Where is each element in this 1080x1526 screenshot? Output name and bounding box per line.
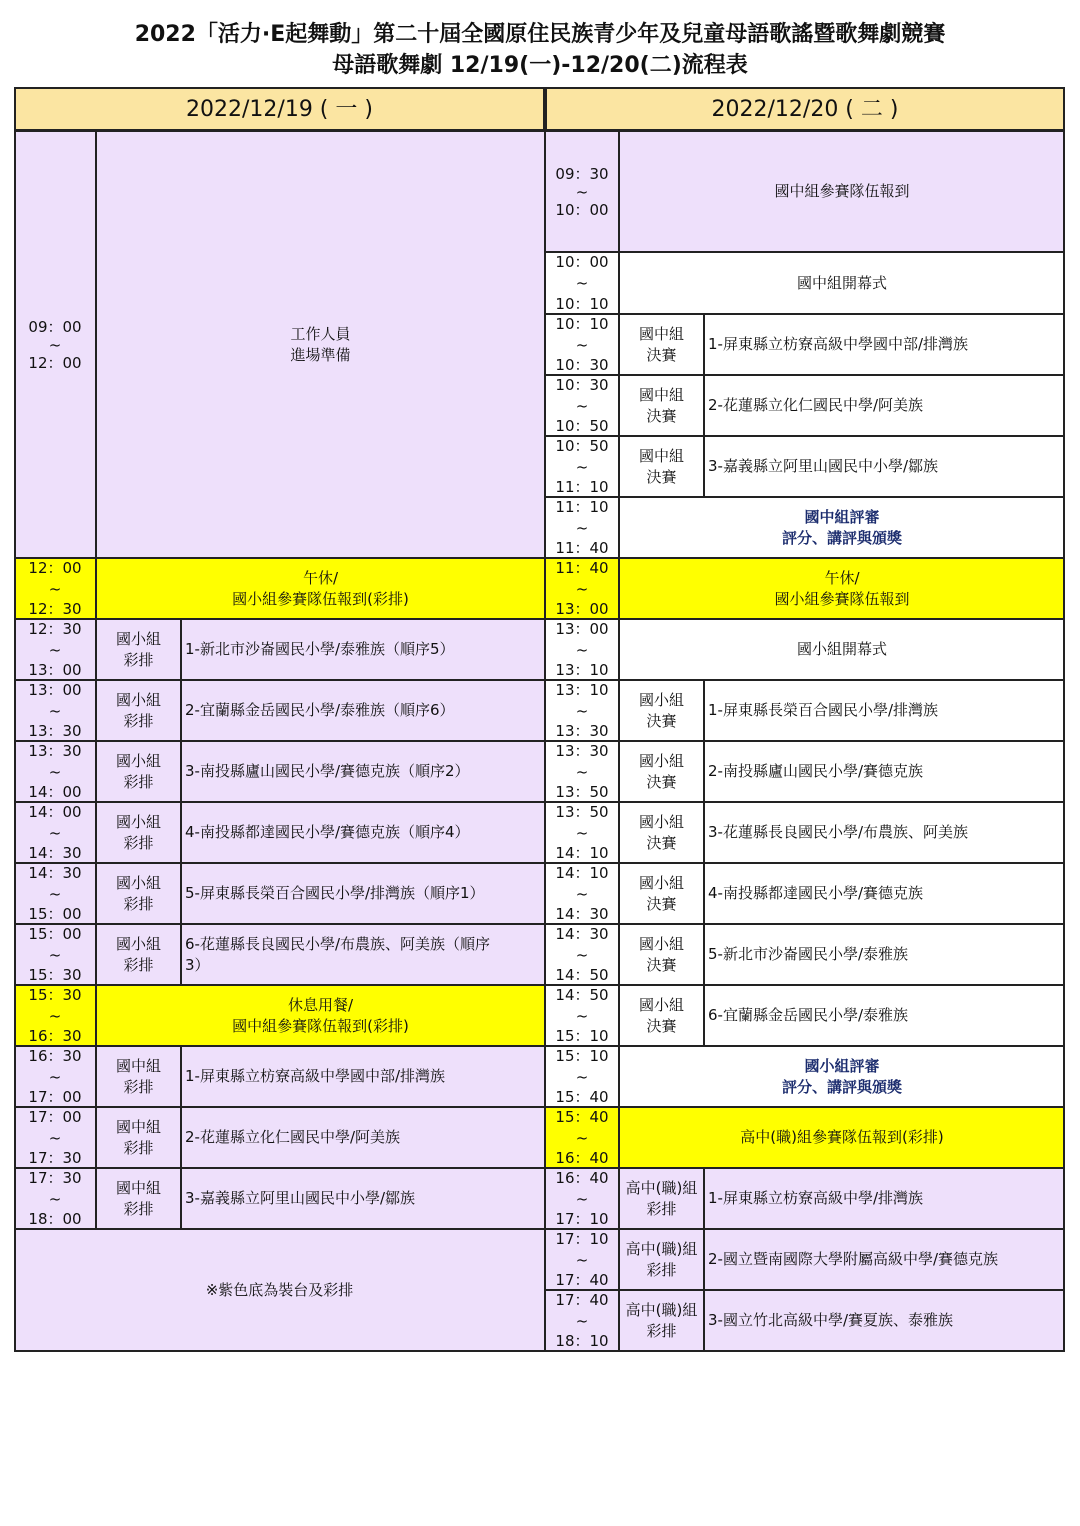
day2-row-category: 高中(職)組 彩排 (619, 1168, 704, 1229)
day1-row-category: 國中組 彩排 (96, 1046, 181, 1107)
time-start: 14：30 (555, 925, 609, 943)
time-end: 15：40 (555, 1088, 609, 1106)
day1-header: 2022/12/19 ( 一 ) (14, 87, 545, 131)
day1-row-time (14, 802, 96, 863)
day1-row-time (14, 741, 96, 802)
time-start: 14：00 (28, 803, 82, 821)
time-end: 14：30 (28, 844, 82, 862)
time-start: 09：30 (555, 164, 609, 183)
time-end: 11：40 (555, 539, 609, 557)
day2-row-description: 1-屏東縣立枋寮高級中學國中部/排灣族 (704, 314, 1065, 375)
day1-dinner-text: 休息用餐/ 國中組參賽隊伍報到(彩排) (96, 985, 545, 1046)
time-start: 13：30 (555, 742, 609, 760)
time-start: 13：00 (28, 681, 82, 699)
day1-prep-time (14, 131, 96, 558)
time-sep: ~ (575, 182, 589, 201)
day2-row-time (545, 436, 619, 497)
time-sep: ~ (575, 1311, 589, 1330)
time-end: 10：30 (555, 356, 609, 374)
day1-row-category: 國小組 彩排 (96, 680, 181, 741)
time-sep: ~ (575, 579, 589, 598)
day2-row-time (545, 497, 619, 558)
time-start: 14：30 (28, 864, 82, 882)
time-start: 12：30 (28, 620, 82, 638)
time-sep: ~ (575, 823, 589, 842)
day2-row-time (545, 1168, 619, 1229)
time-end: 12：00 (28, 353, 82, 372)
time-sep: ~ (48, 884, 62, 903)
day2-row-text: 國中組開幕式 (619, 252, 1065, 314)
time-end: 13：30 (28, 722, 82, 740)
time-sep: ~ (575, 1250, 589, 1269)
day1-dinner-time (14, 985, 96, 1046)
time-sep: ~ (575, 884, 589, 903)
day2-row-category: 國中組 決賽 (619, 436, 704, 497)
time-sep: ~ (575, 1128, 589, 1147)
time-sep: ~ (575, 457, 589, 476)
day1-lunch-time (14, 558, 96, 619)
time-start: 13：50 (555, 803, 609, 821)
day2-row-time (545, 1046, 619, 1107)
day2-row-time (545, 252, 619, 314)
day2-row-category: 國小組 決賽 (619, 802, 704, 863)
day2-row-description: 6-宜蘭縣金岳國民小學/泰雅族 (704, 985, 1065, 1046)
day1-row-time (14, 680, 96, 741)
time-end: 18：00 (28, 1210, 82, 1228)
day2-row-time (545, 741, 619, 802)
time-sep: ~ (48, 1189, 62, 1208)
day1-row-time (14, 619, 96, 680)
time-start: 15：10 (555, 1047, 609, 1065)
time-end: 13：00 (28, 661, 82, 679)
day1-lunch-text: 午休/ 國小組參賽隊伍報到(彩排) (96, 558, 545, 619)
day2-row-text: 國中組評審 評分、講評與頒獎 (619, 497, 1065, 558)
day2-row-time (545, 863, 619, 924)
day2-row-time (545, 985, 619, 1046)
time-start: 13：10 (555, 681, 609, 699)
time-end: 14：00 (28, 783, 82, 801)
time-start: 17：00 (28, 1108, 82, 1126)
time-end: 16：40 (555, 1149, 609, 1167)
day2-row-description: 1-屏東縣長榮百合國民小學/排灣族 (704, 680, 1065, 741)
time-sep: ~ (575, 640, 589, 659)
legend-note: ※紫色底為裝台及彩排 (14, 1229, 545, 1352)
day1-row-description: 1-屏東縣立枋寮高級中學國中部/排灣族 (181, 1046, 545, 1107)
time-start: 14：50 (555, 986, 609, 1004)
day1-row-category: 國小組 彩排 (96, 619, 181, 680)
time-sep: ~ (48, 701, 62, 720)
time-start: 10：50 (555, 437, 609, 455)
day2-row-time (545, 1107, 619, 1168)
time-sep: ~ (48, 823, 62, 842)
day2-row-description: 2-國立暨南國際大學附屬高級中學/賽德克族 (704, 1229, 1065, 1290)
time-sep: ~ (575, 762, 589, 781)
day1-row-time (14, 1168, 96, 1229)
time-sep: ~ (575, 335, 589, 354)
time-end: 10：00 (555, 200, 609, 219)
day2-row-description: 3-花蓮縣長良國民小學/布農族、阿美族 (704, 802, 1065, 863)
day2-row-description: 2-花蓮縣立化仁國民中學/阿美族 (704, 375, 1065, 436)
day2-row-text: 國小組評審 評分、講評與頒獎 (619, 1046, 1065, 1107)
time-end: 14：10 (555, 844, 609, 862)
day2-row-category: 國中組 決賽 (619, 375, 704, 436)
time-end: 13：30 (555, 722, 609, 740)
day2-row-category: 國中組 決賽 (619, 314, 704, 375)
time-start: 17：30 (28, 1169, 82, 1187)
time-sep: ~ (575, 274, 589, 292)
day2-row-time (545, 375, 619, 436)
day1-row-description: 4-南投縣都達國民小學/賽德克族（順序4） (181, 802, 545, 863)
time-start: 10：30 (555, 376, 609, 394)
day2-row-time (545, 314, 619, 375)
time-start: 16：40 (555, 1169, 609, 1187)
day2-row-category: 國小組 決賽 (619, 924, 704, 985)
time-start: 12：00 (28, 559, 82, 577)
time-end: 11：10 (555, 478, 609, 496)
time-sep: ~ (48, 1128, 62, 1147)
day1-row-description: 3-南投縣廬山國民小學/賽德克族（順序2） (181, 741, 545, 802)
time-sep: ~ (48, 762, 62, 781)
day2-header: 2022/12/20 ( 二 ) (545, 87, 1065, 131)
day1-row-description: 1-新北市沙崙國民小學/泰雅族（順序5） (181, 619, 545, 680)
day1-row-description: 2-宜蘭縣金岳國民小學/泰雅族（順序6） (181, 680, 545, 741)
time-sep: ~ (575, 1006, 589, 1025)
time-end: 17：30 (28, 1149, 82, 1167)
day1-row-description: 6-花蓮縣長良國民小學/布農族、阿美族（順序 3） (181, 924, 545, 985)
time-start: 11：10 (555, 498, 609, 516)
time-sep: ~ (48, 1067, 62, 1086)
day2-row-time (545, 558, 619, 619)
time-sep: ~ (575, 701, 589, 720)
day2-row-description: 2-南投縣廬山國民小學/賽德克族 (704, 741, 1065, 802)
time-start: 13：30 (28, 742, 82, 760)
time-start: 17：10 (555, 1230, 609, 1248)
day2-row-category: 國小組 決賽 (619, 741, 704, 802)
time-start: 09：00 (28, 317, 82, 336)
time-sep: ~ (575, 396, 589, 415)
time-sep: ~ (48, 579, 62, 598)
time-end: 14：30 (555, 905, 609, 923)
time-start: 13：00 (555, 620, 609, 638)
day2-row-description: 1-屏東縣立枋寮高級中學/排灣族 (704, 1168, 1065, 1229)
time-end: 17：00 (28, 1088, 82, 1106)
time-end: 15：10 (555, 1027, 609, 1045)
document-title: 2022「活力·E起舞動」第二十屆全國原住民族青少年及兒童母語歌謠暨歌舞劇競賽 (134, 22, 946, 47)
day2-row-category: 國小組 決賽 (619, 863, 704, 924)
time-start: 10：10 (555, 315, 609, 333)
time-end: 17：40 (555, 1271, 609, 1289)
day2-row-description: 3-嘉義縣立阿里山國民中小學/鄒族 (704, 436, 1065, 497)
time-start: 10：00 (555, 253, 609, 271)
day2-row-category: 高中(職)組 彩排 (619, 1290, 704, 1351)
day2-row-category: 國小組 決賽 (619, 985, 704, 1046)
time-end: 13：10 (555, 661, 609, 679)
time-end: 14：50 (555, 966, 609, 984)
time-sep: ~ (575, 518, 589, 537)
day1-row-category: 國中組 彩排 (96, 1107, 181, 1168)
day1-row-time (14, 863, 96, 924)
day1-row-category: 國小組 彩排 (96, 741, 181, 802)
time-sep: ~ (48, 640, 62, 659)
time-end: 13：50 (555, 783, 609, 801)
day1-row-time (14, 1107, 96, 1168)
day2-row-description: 3-國立竹北高級中學/賽夏族、泰雅族 (704, 1290, 1065, 1351)
document-subtitle: 母語歌舞劇 12/19(一)-12/20(二)流程表 (332, 53, 748, 78)
day1-prep-text: 工作人員 進場準備 (96, 131, 545, 558)
day2-row-text: 高中(職)組參賽隊伍報到(彩排) (619, 1107, 1065, 1168)
day1-row-category: 國中組 彩排 (96, 1168, 181, 1229)
time-start: 11：40 (555, 559, 609, 577)
time-start: 15：30 (28, 986, 82, 1004)
day2-row-time (545, 1229, 619, 1290)
time-sep: ~ (48, 945, 62, 964)
time-end: 18：10 (555, 1332, 609, 1350)
day1-row-time (14, 924, 96, 985)
day2-row-time (545, 924, 619, 985)
day2-row-time (545, 619, 619, 680)
day1-row-category: 國小組 彩排 (96, 802, 181, 863)
day2-row-text: 國中組參賽隊伍報到 (619, 131, 1065, 252)
time-start: 15：00 (28, 925, 82, 943)
day1-row-description: 3-嘉義縣立阿里山國民中小學/鄒族 (181, 1168, 545, 1229)
time-start: 14：10 (555, 864, 609, 882)
day2-row-description: 5-新北市沙崙國民小學/泰雅族 (704, 924, 1065, 985)
time-end: 16：30 (28, 1027, 82, 1045)
day1-row-category: 國小組 彩排 (96, 924, 181, 985)
day1-row-time (14, 1046, 96, 1107)
day2-row-time (545, 680, 619, 741)
time-start: 15：40 (555, 1108, 609, 1126)
time-end: 12：30 (28, 600, 82, 618)
day2-row-time (545, 1290, 619, 1351)
time-end: 10：10 (555, 295, 609, 313)
time-end: 15：00 (28, 905, 82, 923)
day2-row-category: 高中(職)組 彩排 (619, 1229, 704, 1290)
day1-row-category: 國小組 彩排 (96, 863, 181, 924)
day2-row-text: 午休/ 國小組參賽隊伍報到 (619, 558, 1065, 619)
day2-row-time (545, 131, 619, 252)
time-start: 16：30 (28, 1047, 82, 1065)
day1-row-description: 5-屏東縣長榮百合國民小學/排灣族（順序1） (181, 863, 545, 924)
time-sep: ~ (48, 1006, 62, 1025)
day1-row-description: 2-花蓮縣立化仁國民中學/阿美族 (181, 1107, 545, 1168)
time-end: 15：30 (28, 966, 82, 984)
time-end: 17：10 (555, 1210, 609, 1228)
time-start: 17：40 (555, 1291, 609, 1309)
time-sep: ~ (48, 335, 62, 354)
time-sep: ~ (575, 945, 589, 964)
day2-row-time (545, 802, 619, 863)
day2-row-description: 4-南投縣都達國民小學/賽德克族 (704, 863, 1065, 924)
time-sep: ~ (575, 1189, 589, 1208)
day2-row-category: 國小組 決賽 (619, 680, 704, 741)
day2-row-text: 國小組開幕式 (619, 619, 1065, 680)
time-end: 13：00 (555, 600, 609, 618)
time-sep: ~ (575, 1067, 589, 1086)
time-end: 10：50 (555, 417, 609, 435)
